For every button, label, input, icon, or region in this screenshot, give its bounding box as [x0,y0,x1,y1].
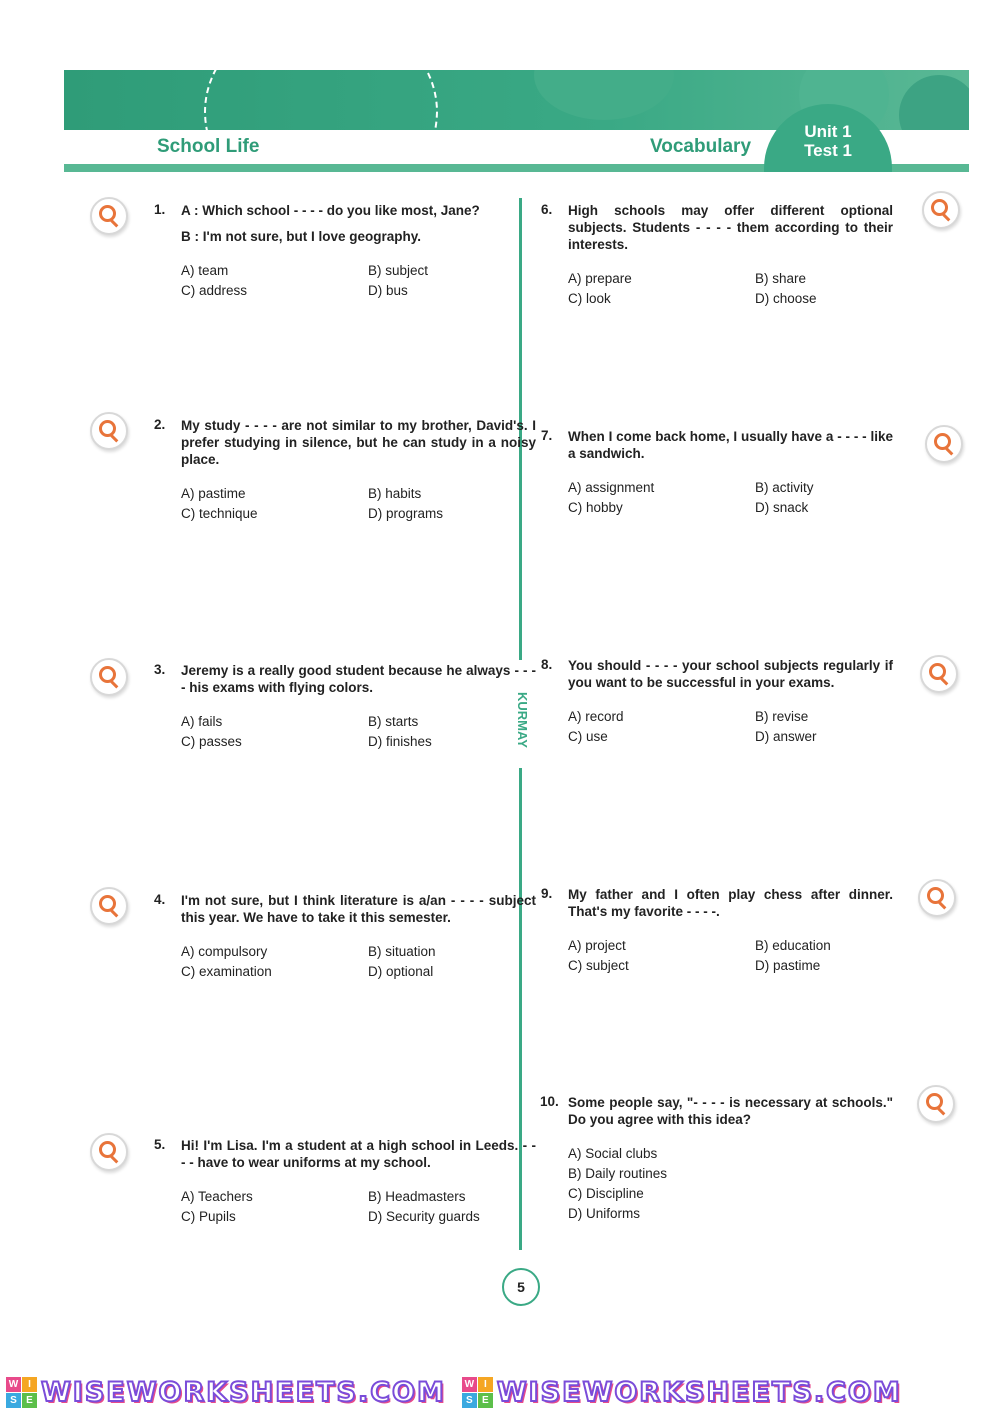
option[interactable]: A) project [568,938,626,953]
answer-options [568,938,893,974]
option[interactable]: D) finishes [368,734,432,749]
zoom-icon[interactable] [90,658,128,696]
answer-options [181,714,536,750]
option[interactable]: D) Security guards [368,1209,480,1224]
zoom-icon[interactable] [90,1133,128,1171]
option[interactable]: D) answer [755,729,817,744]
brand-logo [462,1377,493,1408]
side-brand: KURMAY [515,692,530,748]
question-stem: Jeremy is a really good student because he always - - - - his exams with flying colors. [181,663,536,695]
option[interactable]: C) use [568,729,608,744]
option[interactable]: C) address [181,283,248,298]
option[interactable]: B) Headmasters [368,1189,466,1204]
option[interactable]: A) Social clubs [568,1146,658,1161]
option[interactable]: B) situation [368,944,436,959]
question-number: 4. [154,892,166,907]
brand-logo [6,1377,37,1408]
footer-watermark [0,1372,1000,1413]
zoom-icon[interactable] [90,412,128,450]
option[interactable]: C) passes [181,734,242,749]
answer-options [568,271,893,307]
zoom-icon[interactable] [918,879,956,917]
option[interactable]: D) snack [755,500,809,515]
question-1 [154,202,536,299]
option[interactable]: B) education [755,938,831,953]
question-stem: My study - - - - are not similar to my brother, David's. I prefer studying in silence, but he can study in a noisy place. [181,418,536,467]
logo-letter: S [6,1393,21,1408]
brand [462,1377,902,1408]
question-stem: B : I'm not sure, but I love geography. [181,229,421,244]
logo-letter: E [478,1393,493,1408]
option[interactable]: B) activity [755,480,814,495]
question-stem: When I come back home, I usually have a - - - - like a sandwich. [568,429,893,461]
logo-letter: E [22,1393,37,1408]
question-stem: Hi! I'm Lisa. I'm a student at a high school in Leeds. - - - - have to wear uniforms at my school. [181,1138,536,1170]
option[interactable]: A) pastime [181,486,246,501]
logo-letter: I [22,1377,37,1392]
question-9 [541,886,893,974]
logo-letter: I [478,1377,493,1392]
option[interactable]: A) Teachers [181,1189,253,1204]
zoom-icon[interactable] [922,191,960,229]
zoom-icon[interactable] [917,1085,955,1123]
answer-options [181,1189,536,1225]
question-number: 5. [154,1137,166,1152]
question-stem: I'm not sure, but I think literature is a/an - - - - subject this year. We have to take it this semester. [181,893,536,925]
option[interactable]: A) prepare [568,271,632,286]
brand-text[interactable]: WISEWORKSHEETS.COM [41,1377,446,1408]
option[interactable]: B) starts [368,714,419,729]
zoom-icon[interactable] [925,425,963,463]
option[interactable]: D) bus [368,283,408,298]
question-3 [154,662,536,750]
option[interactable]: B) habits [368,486,422,501]
question-number: 6. [541,202,553,217]
question-4 [154,892,536,980]
zoom-icon[interactable] [90,197,128,235]
page-title: School Life [157,136,260,157]
question-stem: Some people say, "- - - - is necessary at schools." Do you agree with this idea? [568,1095,893,1127]
question-number: 7. [541,428,553,443]
question-5 [154,1137,536,1225]
test-label: Test 1 [804,141,852,160]
question-number: 9. [541,886,553,901]
question-number: 10. [540,1094,559,1109]
logo-letter: W [462,1377,477,1392]
question-number: 1. [154,202,166,217]
logo-letter: S [462,1393,477,1408]
page-number: 5 [502,1268,540,1306]
option[interactable]: D) optional [368,964,434,979]
answer-options [568,1146,893,1222]
answer-options [181,486,536,522]
question-7 [541,428,893,516]
logo-letter: W [6,1377,21,1392]
answer-options [568,709,893,745]
option[interactable]: B) revise [755,709,809,724]
option[interactable]: A) fails [181,714,223,729]
option[interactable]: B) share [755,271,807,286]
unit-label: Unit 1 [804,122,852,141]
question-10 [540,1094,893,1222]
question-number: 8. [541,657,553,672]
option[interactable]: C) examination [181,964,272,979]
question-number: 3. [154,662,166,677]
option[interactable]: D) choose [755,291,817,306]
option[interactable]: D) Uniforms [568,1206,641,1221]
zoom-icon[interactable] [90,887,128,925]
option[interactable]: C) technique [181,506,258,521]
brand-text[interactable]: WISEWORKSHEETS.COM [496,1377,902,1408]
question-stem: High schools may offer different optional subjects. Students - - - - them according to their interests. [568,203,893,252]
option[interactable]: C) subject [568,958,629,973]
option[interactable]: D) programs [368,506,444,521]
option[interactable]: C) hobby [568,500,623,515]
section-label: Vocabulary [650,136,752,157]
option[interactable]: B) subject [368,263,429,278]
option[interactable]: C) look [568,291,611,306]
answer-options [181,944,536,980]
question-6 [541,202,893,307]
option[interactable]: B) Daily routines [568,1166,668,1181]
brand [6,1377,446,1408]
question-stem: You should - - - - your school subjects regularly if you want to be successful in your exams. [568,658,893,690]
option[interactable]: A) record [568,709,624,724]
option[interactable]: A) team [181,263,229,278]
question-number: 2. [154,417,166,432]
answer-options [181,263,536,299]
option[interactable]: A) compulsory [181,944,268,959]
answer-options [568,480,893,516]
question-stem: A : Which school - - - - do you like most, Jane? [181,203,480,218]
zoom-icon[interactable] [920,655,958,693]
option[interactable]: C) Discipline [568,1186,644,1201]
question-stem: My father and I often play chess after dinner. That's my favorite - - - -. [568,887,893,919]
page-header [64,70,969,172]
option[interactable]: C) Pupils [181,1209,236,1224]
option[interactable]: D) pastime [755,958,821,973]
option[interactable]: A) assignment [568,480,655,495]
question-2 [154,417,536,522]
question-8 [541,657,893,745]
